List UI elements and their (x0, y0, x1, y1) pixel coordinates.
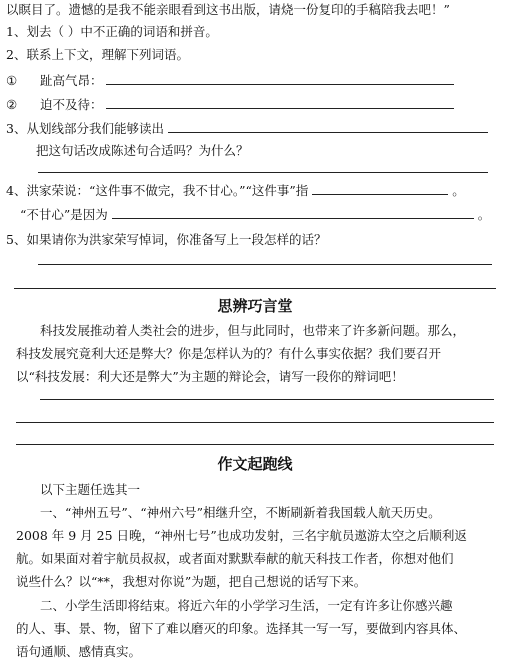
period: 。 (452, 183, 465, 198)
question-3b-text: 把这句话改成陈述句合适吗？为什么？ (36, 143, 249, 158)
answer-line[interactable] (38, 172, 488, 173)
topic-2-line: 二、小学生活即将结束。将近六年的小学学习生活，一定有许多让你感兴趣 (40, 598, 453, 613)
intro-line: 以瞑目了。遗憾的是我不能亲眼看到这书出版，请烧一份复印的手稿陪我去吧！” (6, 2, 450, 17)
question-4b-text: “不甘心”是因为 (20, 207, 108, 222)
debate-paragraph-line: 科技发展推动着人类社会的进步，但与此同时，也带来了许多新问题。那么， (40, 323, 466, 338)
period: 。 (477, 207, 491, 222)
answer-line[interactable] (16, 422, 494, 423)
term-label: 迫不及待： (39, 97, 103, 112)
question-4a (6, 182, 465, 199)
topic-1-line: 说些什么？以“**，我想对你说”为题，把自己想说的话写下来。 (16, 574, 367, 589)
topic-1-line: 一、“神州五号”、“神州六号”相继升空，不断刷新着我国载人航天历史。 (40, 505, 441, 520)
question-2b (6, 96, 454, 113)
answer-line[interactable] (14, 288, 496, 289)
debate-paragraph-line: 以“科技发展：利大还是弊大”为主题的辩论会，请写一段你的辩词吧！ (16, 369, 404, 384)
topic-1-line: 航。如果面对着宇航员叔叔，或者面对默默奉献的航天科技工作者，你想对他们 (16, 551, 454, 566)
answer-blank[interactable] (106, 96, 454, 109)
question-1: 1、划去（ ）中不正确的词语和拼音。 (6, 24, 218, 39)
question-5: 5、如果请你为洪家荣写悼词，你准备写上一段怎样的话？ (6, 232, 327, 247)
debate-paragraph-line: 科技发展究竟利大还是弊大？你是怎样认为的？有什么事实依据？我们要召开 (16, 346, 442, 361)
topic-2-line: 的人、事、景、物，留下了难以磨灭的印象。选择其一写一写，要做到内容具体、 (16, 621, 467, 636)
writing-intro: 以下主题任选其一 (40, 482, 141, 497)
question-4-text: 4、洪家荣说：“这件事不做完，我不甘心。”“这件事”指 (6, 183, 309, 198)
item-number: ② (6, 97, 18, 112)
question-4b (20, 206, 490, 223)
section-title-writing: 作文起跑线 (217, 455, 293, 473)
answer-blank[interactable] (312, 182, 448, 195)
answer-line[interactable] (40, 399, 494, 400)
answer-blank[interactable] (112, 206, 474, 219)
answer-blank[interactable] (168, 120, 488, 133)
question-3a (6, 120, 488, 137)
section-title-debate: 思辨巧言堂 (217, 297, 293, 315)
topic-2-line: 语句通顺、感情真实。 (16, 644, 142, 659)
answer-line[interactable] (38, 264, 492, 265)
question-3-text: 3、从划线部分我们能够读出 (6, 121, 164, 136)
question-2: 2、联系上下文，理解下列词语。 (6, 47, 189, 62)
answer-line[interactable] (16, 444, 494, 445)
item-number: ① (6, 73, 18, 88)
question-3b (36, 143, 249, 159)
question-2a (6, 72, 454, 89)
term-label: 趾高气昂： (39, 73, 103, 88)
topic-1-line: 2008 年 9 月 25 日晚，“神州七号”也成功发射，三名宇航员遨游太空之后顺利返 (16, 528, 467, 543)
answer-blank[interactable] (106, 72, 454, 85)
